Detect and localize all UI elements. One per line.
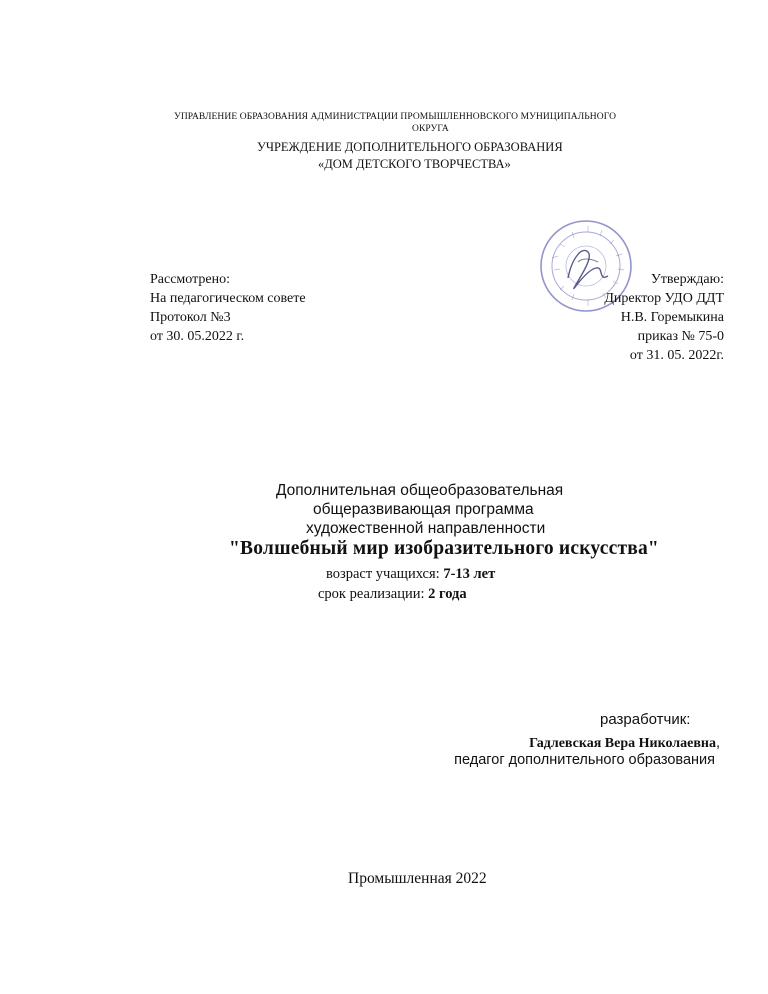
developer-name-punct: , — [715, 735, 720, 751]
considered-council: На педагогическом совете — [150, 291, 306, 306]
program-age-label: возраст учащихся: — [326, 566, 444, 582]
program-type-line-1: Дополнительная общеобразовательная — [276, 482, 564, 499]
developer-role: педагог дополнительного образования — [454, 752, 715, 768]
developer-label: разработчик: — [600, 711, 691, 728]
header-institution-name: «ДОМ ДЕТСКОГО ТВОРЧЕСТВА» — [318, 157, 511, 171]
approved-date: от 31. 05. 2022г. — [629, 348, 724, 363]
developer-name: Гадлевская Вера Николаевна — [529, 736, 716, 751]
program-type-line-2: общеразвивающая программа — [313, 501, 534, 518]
considered-protocol: Протокол №3 — [150, 310, 231, 325]
program-age-value: 7-13 лет — [443, 566, 496, 582]
header-org-line-2: ОКРУГА — [412, 124, 449, 134]
considered-block — [150, 270, 306, 346]
program-term-label: срок реализации: — [318, 586, 429, 602]
approved-position: Директор УДО ДДТ — [604, 291, 724, 306]
program-term-value: 2 года — [428, 586, 467, 602]
approved-block — [604, 270, 724, 365]
program-age — [326, 566, 495, 583]
program-term — [318, 586, 467, 603]
program-direction: художественной направленности — [306, 520, 546, 537]
program-title: "Волшебный мир изобразительного искусства" — [229, 538, 659, 559]
developer-name-line — [529, 734, 720, 752]
header-institution: УЧРЕЖДЕНИЕ ДОПОЛНИТЕЛЬНОГО ОБРАЗОВАНИЯ — [257, 140, 563, 154]
city-year: Промышленная 2022 — [348, 870, 487, 887]
header-org-line: УПРАВЛЕНИЕ ОБРАЗОВАНИЯ АДМИНИСТРАЦИИ ПРОМЫШЛЕННОВСКОГО МУНИЦИПАЛЬНОГО — [174, 112, 617, 122]
considered-date: от 30. 05.2022 г. — [150, 329, 245, 344]
approved-director-name: Н.В. Горемыкина — [620, 310, 724, 325]
approved-label: Утверждаю: — [650, 272, 724, 287]
considered-label: Рассмотрено: — [150, 272, 230, 287]
approved-order: приказ № 75-0 — [637, 329, 724, 344]
